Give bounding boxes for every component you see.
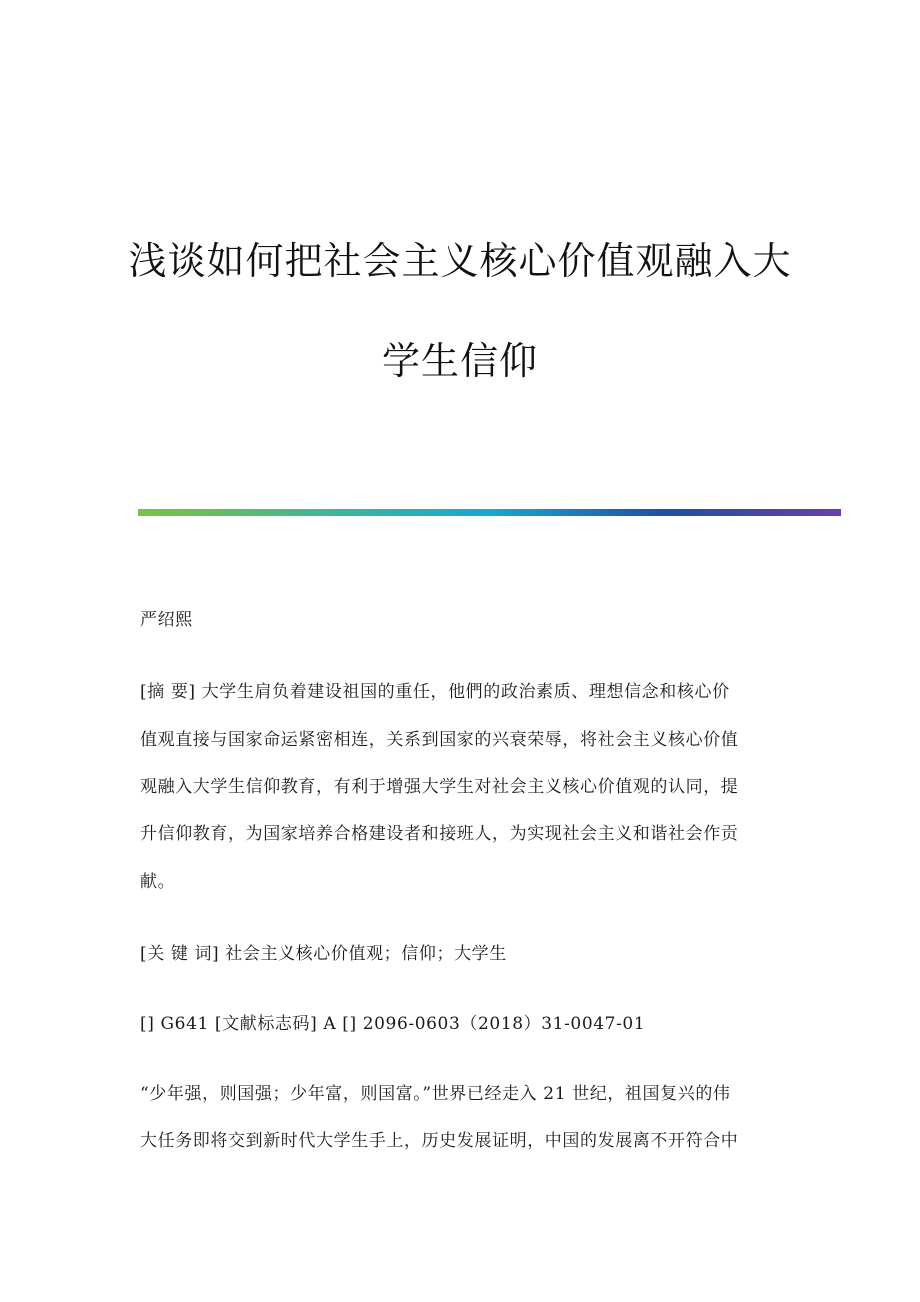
gradient-divider [138, 509, 841, 516]
abstract-line: 值观直接与国家命运紧密相连，关系到国家的兴衰荣辱，将社会主义核心价值 [140, 730, 739, 750]
author-name: 严绍熙 [140, 610, 193, 630]
classification-line: [] G641 [文献标志码] A [] 2096-0603（2018）31-0047-01 [140, 1014, 646, 1034]
body-paragraph-line: “少年强，则国强；少年富，则国富。”世界已经走入 21 世纪，祖国复兴的伟 [140, 1084, 731, 1104]
document-title-line-2: 学生信仰 [381, 339, 538, 383]
document-title-line-1: 浅谈如何把社会主义核心价值观融入大 [128, 239, 792, 283]
keywords-line: [关 键 词] 社会主义核心价值观；信仰；大学生 [140, 944, 507, 964]
abstract-line: 观融入大学生信仰教育，有利于增强大学生对社会主义核心价值观的认同，提 [140, 777, 739, 797]
abstract-line: 献。 [140, 872, 176, 892]
abstract-line: 升信仰教育，为国家培养合格建设者和接班人，为实现社会主义和谐社会作贡 [140, 824, 739, 844]
body-paragraph-line: 大任务即将交到新时代大学生手上，历史发展证明，中国的发展离不开符合中 [140, 1131, 739, 1151]
abstract-line: [摘 要] 大学生肩负着建设祖国的重任，他們的政治素质、理想信念和核心价 [140, 682, 730, 702]
